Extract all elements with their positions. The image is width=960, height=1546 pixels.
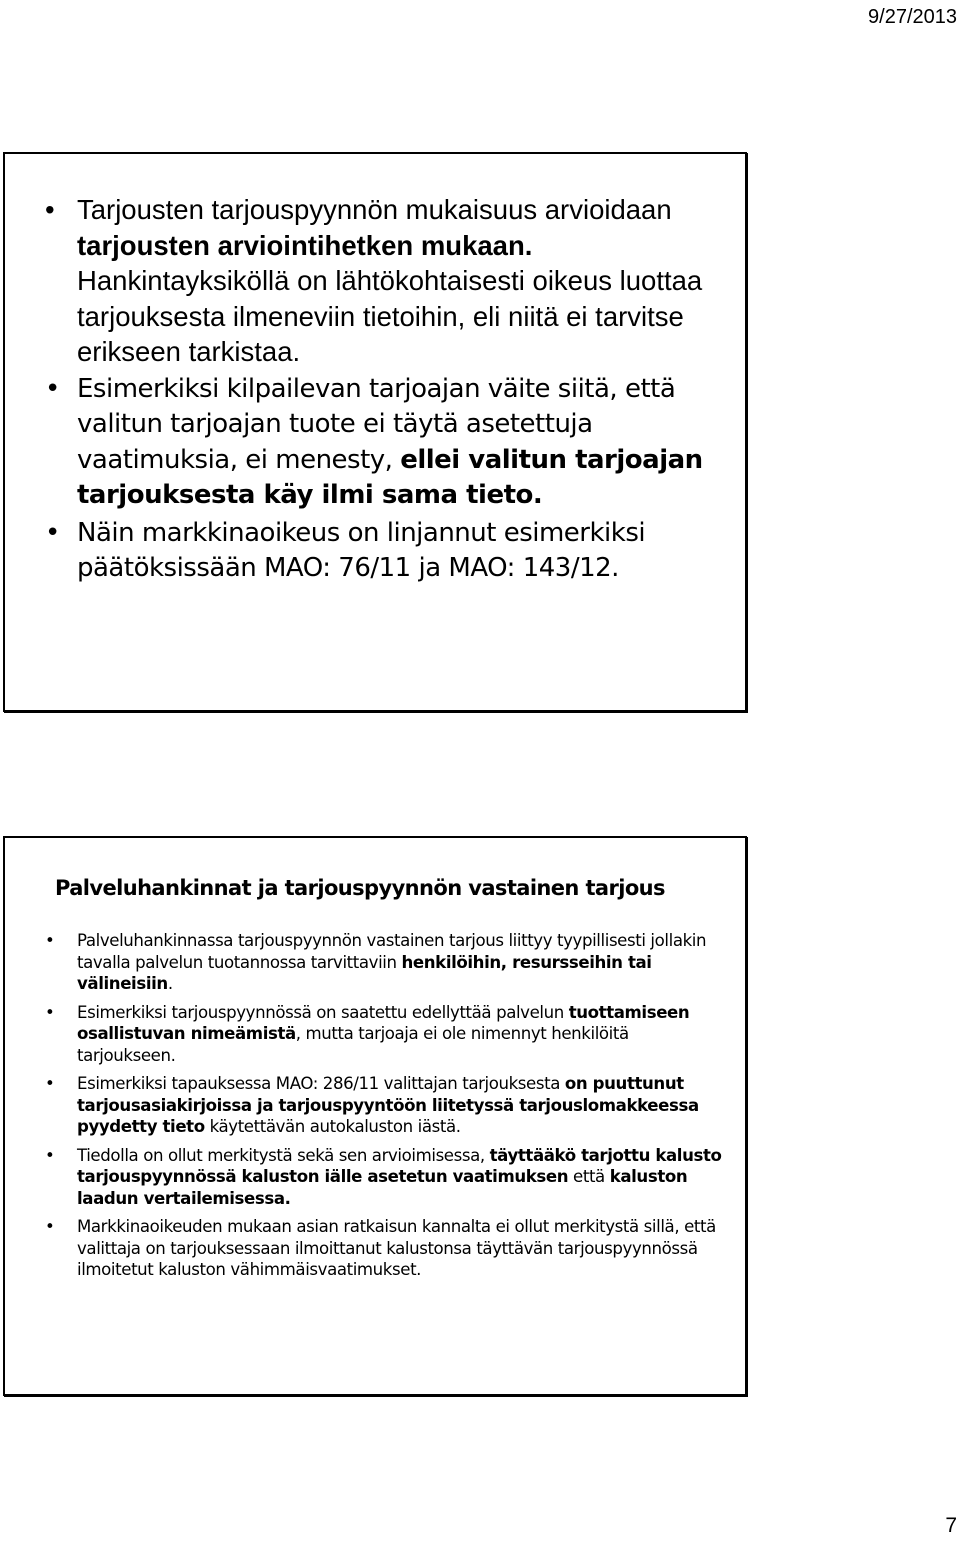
slide-1 bbox=[3, 152, 747, 712]
bullet-text: Hankintayksiköllä on lähtökohtaisesti oikeus luottaa tarjouksesta ilmeneviin tietoihin, eli niitä ei tarvitse erikseen tarkistaa. bbox=[77, 265, 703, 367]
bullet-text-bold: on puuttunut tarjousasiakirjoissa ja tarjouspyyntöön liitetyssä tarjouslomakkeessa pyydetty tieto bbox=[77, 1074, 699, 1136]
bullet-text: Tiedolla on ollut merkitystä sekä sen arvioimisessa, bbox=[77, 1145, 490, 1165]
slide-1-bullet-list bbox=[5, 154, 745, 587]
bullet-text-bold: kaluston laadun vertailemisessa. bbox=[77, 1167, 688, 1208]
bullet-text: Markkinaoikeuden mukaan asian ratkaisun kannalta ei ollut merkitystä sillä, että valittaja on tarjouksessaan ilmoittanut kalustonsa täyttävän tarjouspyynnössä ilmoitetut kaluston vähimmäisvaatimukset. bbox=[77, 1217, 716, 1279]
page-number: 7 bbox=[945, 1514, 957, 1537]
slide-2-bullet-1 bbox=[5, 930, 731, 995]
slide-2-bullet-3 bbox=[5, 1073, 731, 1138]
slide-2 bbox=[3, 836, 747, 1396]
bullet-text: käytettävän autokaluston iästä. bbox=[204, 1117, 461, 1136]
bullet-text-bold: ellei valitun tarjoajan tarjouksesta käy ilmi sama tieto. bbox=[77, 444, 703, 510]
header-date: 9/27/2013 bbox=[868, 6, 957, 28]
bullet-text: Esimerkiksi kilpailevan tarjoajan väite siitä, että valitun tarjoajan tuote ei täytä asetettuja vaatimuksia, ei menesty, bbox=[77, 373, 676, 475]
bullet-text-bold: henkilöihin, resursseihin tai välineisiin bbox=[77, 952, 652, 993]
slide-2-bullet-5 bbox=[5, 1216, 731, 1281]
slide-2-bullet-4 bbox=[5, 1145, 731, 1210]
slide-1-bullet-3 bbox=[5, 516, 725, 587]
bullet-text: Tarjousten tarjouspyynnön mukaisuus arvioidaan bbox=[77, 194, 672, 225]
bullet-text: että bbox=[568, 1167, 610, 1186]
bullet-text-bold: tuottamiseen osallistuvan nimeämistä bbox=[77, 1002, 690, 1043]
bullet-text-bold: täyttääkö tarjottu kalusto tarjouspyynnössä kaluston iälle asetetun vaatimuksen bbox=[77, 1145, 722, 1186]
bullet-text: Esimerkiksi tarjouspyynnössä on saatettu edellyttää palvelun bbox=[77, 1002, 569, 1022]
bullet-text: Palveluhankinnassa tarjouspyynnön vastainen tarjous liittyy tyypillisesti jollakin tavalla palvelun tuotannossa tarvittaviin bbox=[77, 931, 707, 972]
bullet-text: Esimerkiksi tapauksessa MAO: 286/11 valittajan tarjouksesta bbox=[77, 1074, 565, 1093]
slide-1-bullet-2 bbox=[5, 372, 725, 514]
bullet-text: . bbox=[167, 974, 173, 993]
slide-2-bullet-list bbox=[5, 930, 731, 1288]
bullet-text: , mutta tarjoaja ei ole nimennyt henkilöitä tarjoukseen. bbox=[77, 1024, 629, 1065]
bullet-text-bold: tarjousten arviointihetken mukaan. bbox=[77, 229, 533, 261]
bullet-text: Näin markkinaoikeus on linjannut esimerkiksi päätöksissään MAO: 76/11 ja MAO: 143/12. bbox=[77, 517, 646, 583]
slide-2-bullet-2 bbox=[5, 1002, 731, 1067]
slide-1-bullet-1 bbox=[5, 192, 725, 370]
slide-2-title: Palveluhankinnat ja tarjouspyynnön vastainen tarjous bbox=[55, 876, 665, 900]
